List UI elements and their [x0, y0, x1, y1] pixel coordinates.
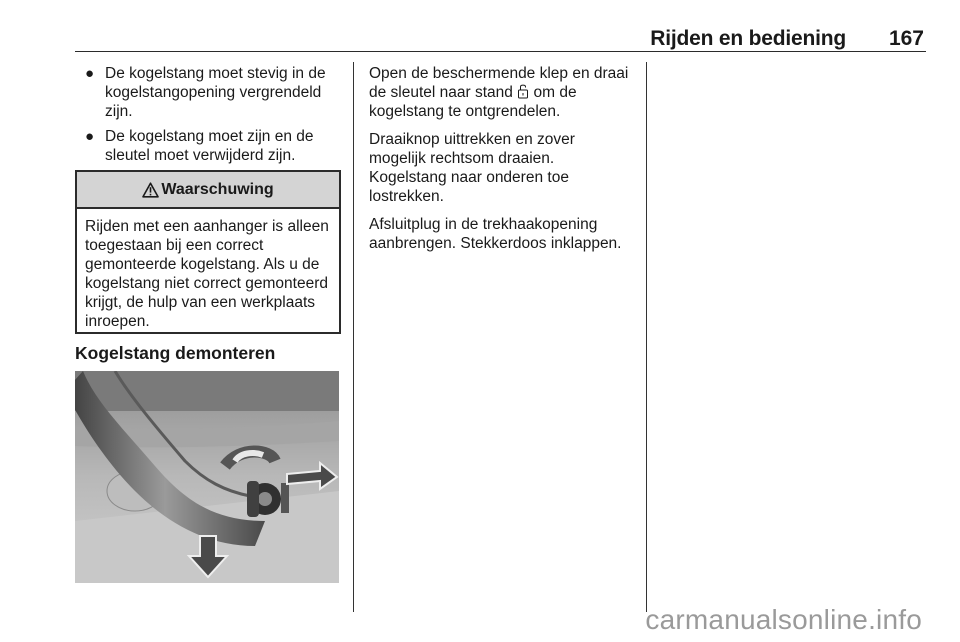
column-divider-left	[353, 62, 354, 612]
warning-header	[77, 172, 339, 209]
page-number: 167	[888, 27, 924, 50]
warning-text: Rijden met een aanhanger is alleen toegestaan bij een correct gemonteerde kogelstang. Als u de kogelstang niet correct gemonteerd krijgt, de hulp van een werkplaats inroepen.	[85, 218, 329, 330]
bullet-list	[75, 64, 341, 165]
instruction-text: om de kogelstang te ontgrendelen.	[369, 84, 577, 120]
warning-title: Waarschuwing	[161, 180, 274, 198]
instruction-text: Open de beschermende klep en draai de sleutel naar stand	[369, 65, 629, 101]
section-subheading: Kogelstang demonteren	[75, 343, 276, 363]
bullet-icon: ●	[85, 128, 95, 145]
instruction-paragraph-3: Afsluitplug in de trekhaakopening aanbrengen. Stekkerdoos inklappen.	[369, 216, 622, 252]
warning-triangle-icon	[142, 182, 159, 198]
towbar-removal-photo	[75, 371, 339, 583]
bullet-text: De kogelstang moet zijn en de sleutel moet verwijderd zijn.	[105, 128, 314, 164]
column-divider-right	[646, 62, 647, 612]
bullet-icon: ●	[85, 65, 95, 82]
list-item	[75, 64, 341, 121]
bullet-text: De kogelstang moet stevig in de kogelstangopening vergrendeld zijn.	[105, 65, 326, 120]
left-column	[75, 64, 341, 171]
section-title: Rijden en bediening	[650, 27, 846, 50]
page-header	[75, 0, 926, 52]
right-column	[369, 64, 635, 262]
unlocked-padlock-icon	[517, 83, 529, 99]
instruction-paragraph-1	[369, 64, 635, 121]
list-item	[75, 127, 341, 165]
watermark: carmanualsonline.info	[645, 604, 922, 635]
warning-box	[75, 170, 341, 334]
instruction-paragraph-2: Draaiknop uittrekken en zover mogelijk rechtsom draaien. Kogelstang naar onderen toe lostrekken.	[369, 131, 575, 205]
